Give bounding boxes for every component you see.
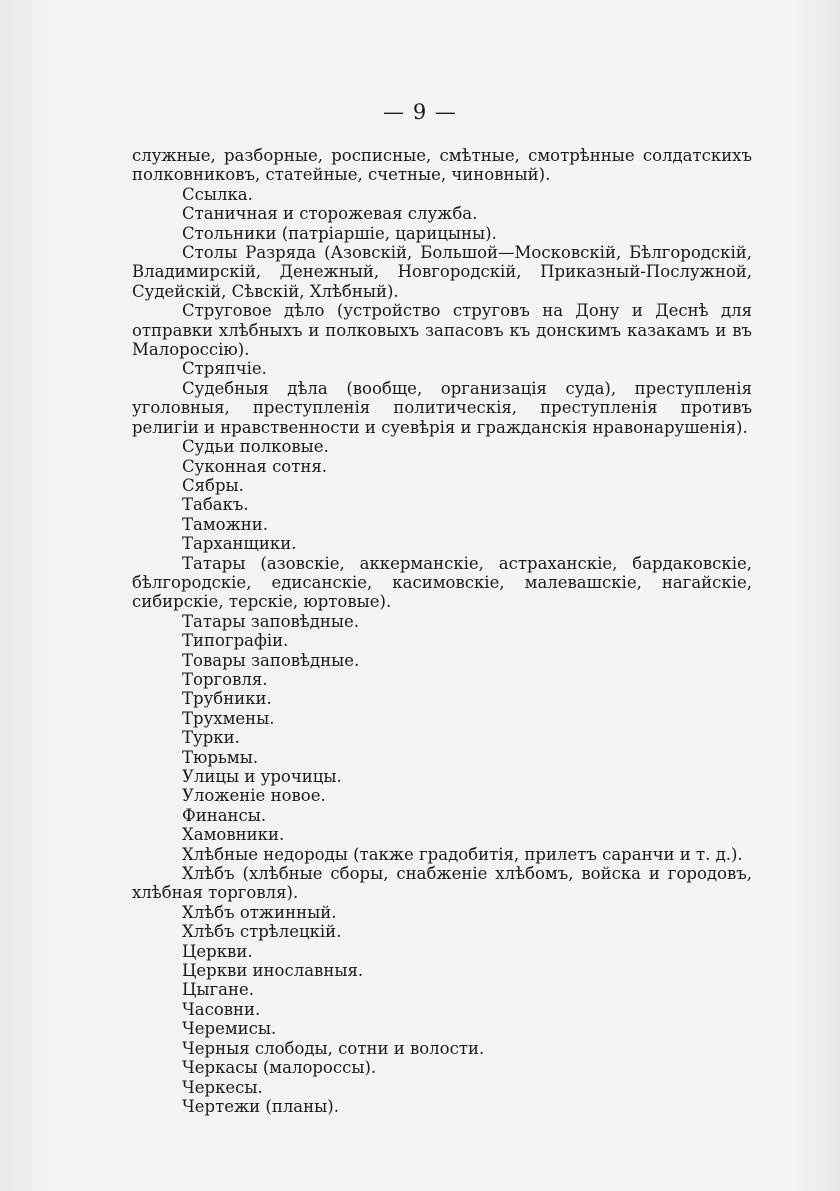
entry: Церкви инославныя.	[182, 961, 364, 981]
entry: Сябры.	[182, 475, 244, 495]
entry: Улицы и урочицы.	[182, 767, 342, 786]
entry: Товары заповѣдные.	[182, 650, 360, 670]
entry: Трубники.	[182, 689, 272, 709]
entry: Тарханщики.	[182, 534, 297, 554]
entry: Хлѣбъ стрѣлецкій.	[182, 922, 342, 942]
entry: Финансы.	[182, 805, 267, 825]
entry: Типографіи.	[182, 631, 289, 651]
entry: Хлѣбъ отжинный.	[182, 902, 337, 922]
entry: Судебныя дѣла (вообще, организація суда), преступленія уголовныя, преступленія политическія, преступленія противъ религіи и нравственности и суевѣрія и гражданскія нравонарушенія).	[132, 378, 752, 437]
entry: Таможни.	[182, 514, 269, 534]
entry: Черкасы (малороссы).	[182, 1058, 377, 1078]
entry: Черемисы.	[182, 1019, 277, 1039]
entry: Табакъ.	[182, 495, 249, 515]
entry: Станичная и сторожевая служба.	[182, 204, 478, 224]
entry: Ссылка.	[182, 184, 253, 204]
entry: Татары заповѣдные.	[182, 611, 360, 631]
entry: Турки.	[182, 728, 240, 748]
entry: Церкви.	[182, 941, 253, 961]
entry: Хамовники.	[182, 825, 285, 845]
page-number: — 9 —	[383, 100, 457, 124]
entry: Стряпчіе.	[182, 359, 267, 379]
entry: Суконная сотня.	[182, 456, 328, 476]
entry: Судьи полковые.	[182, 437, 329, 457]
entry: Стольники (патріаршіе, царицыны).	[182, 223, 497, 243]
entry-continuation: служные, разборные, росписные, смѣтные, смотрѣнные солдатскихъ полковниковъ, статейные, счетные, чиновный).	[132, 146, 752, 185]
entry: Часовни.	[182, 999, 261, 1019]
entry: Хлѣбные недороды (также градобитія, прилетъ саранчи и т. д.).	[182, 844, 743, 864]
entry: Уложеніе новое.	[182, 786, 326, 806]
entry: Цыгане.	[182, 980, 255, 1000]
entry: Столы Разряда (Азовскій, Большой—Московскій, Бѣлгородскій, Владимирскій, Денежный, Новгородскій, Приказный-Послужной, Судейскій, Сѣвскій, Хлѣбный).	[132, 243, 752, 301]
entry: Черныя слободы, сотни и волости.	[182, 1038, 485, 1058]
entry: Черкесы.	[182, 1077, 263, 1097]
entry: Чертежи (планы).	[182, 1096, 339, 1116]
index-entries	[132, 146, 752, 1116]
entry: Татары (азовскіе, аккерманскіе, астраханскіе, бардаковскіе, бѣлгородскіе, едисанскіе, касимовскіе, малевашскіе, нагайскіе, сибирскіе, терскіе, юртовые).	[132, 553, 752, 612]
entry: Хлѣбъ (хлѣбные сборы, снабженіе хлѣбомъ, войска и городовъ, хлѣбная торговля).	[132, 864, 752, 903]
entry: Торговля.	[182, 669, 268, 689]
entry: Струговое дѣло (устройство струговъ на Дону и Деснѣ для отправки хлѣбныхъ и полковыхъ запасовъ къ донскимъ казакамъ и въ Малороссію).	[132, 301, 752, 360]
entry: Тюрьмы.	[182, 747, 259, 767]
entry: Трухмены.	[182, 708, 275, 728]
